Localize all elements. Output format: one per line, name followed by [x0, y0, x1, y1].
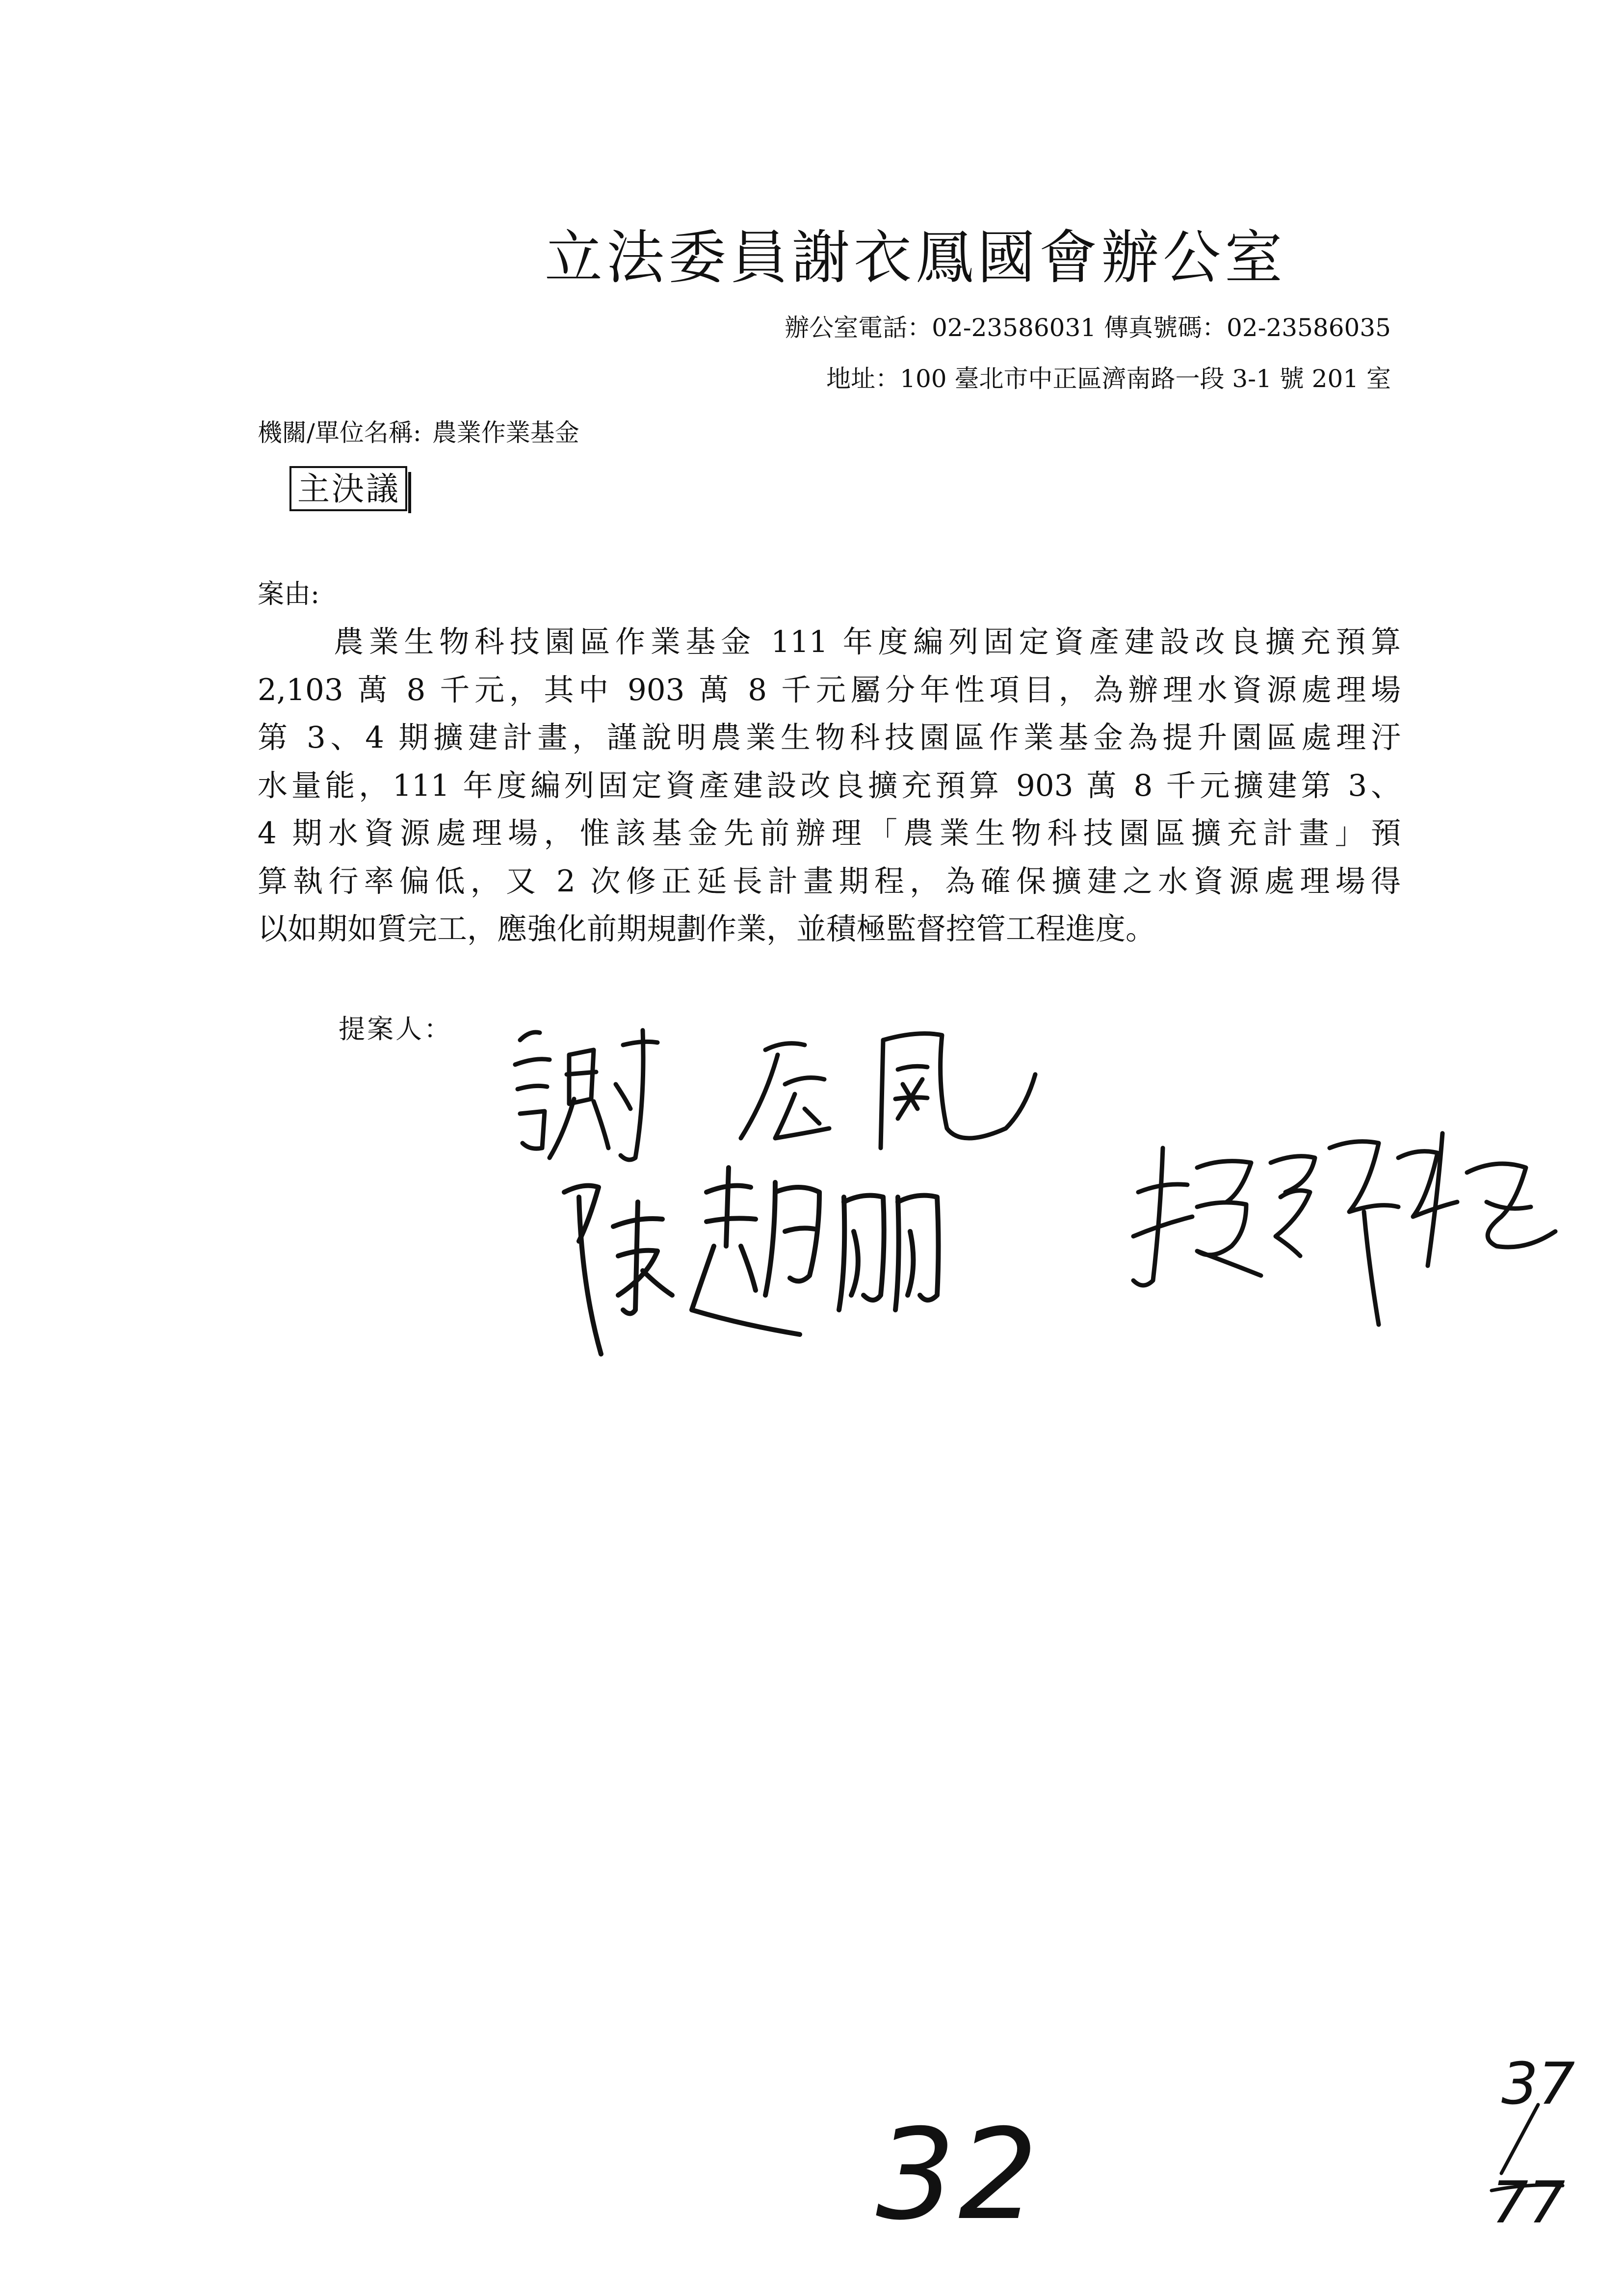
contact-phone-line: 辦公室電話：02-23586031 傳真號碼：02-23586035: [785, 313, 1391, 342]
case-line: 4 期水資源處理場，惟該基金先前辦理「農業生物科技園區擴充計畫」預: [258, 816, 1401, 851]
case-line: 2,103 萬 8 千元，其中 903 萬 8 千元屬分年性項目，為辦理水資源處理場: [258, 672, 1401, 707]
handwritten-page-count-top: 37: [1501, 2050, 1575, 2117]
handwritten-strike: [1489, 2171, 1568, 2200]
case-line: 以如期如質完工，應強化前期規劃作業，並積極監督控管工程進度。: [258, 912, 1156, 946]
contact-address-line: 地址：100 臺北市中正區濟南路一段 3-1 號 201 室: [826, 365, 1391, 393]
case-line: 第 3、4 期擴建計畫，謹說明農業生物科技園區作業基金為提升園區處理汙: [258, 720, 1401, 755]
office-title: 立法委員謝衣鳳國會辦公室: [545, 224, 1287, 291]
case-line: 水量能，111 年度編列固定資產建設改良擴充預算 903 萬 8 千元擴建第 3、: [258, 768, 1401, 803]
signature-2-drawing: [545, 1148, 986, 1374]
case-heading: 案由:: [258, 578, 320, 609]
agency-label: 機關/單位名稱:: [258, 418, 421, 447]
handwritten-page-count-bottom: 77: [1492, 2168, 1566, 2236]
page-number: 32: [876, 2102, 1041, 2248]
agency-line: [258, 413, 579, 448]
signature-3-drawing: [1124, 1119, 1565, 1334]
case-line: 算執行率偏低，又 2 次修正延長計畫期程，為確保擴建之水資源處理場得: [258, 863, 1401, 899]
signature-3: [1124, 1119, 1565, 1334]
handwritten-slash: [1492, 2100, 1550, 2178]
agency-value: 農業作業基金: [432, 418, 579, 447]
case-body: [258, 618, 1401, 953]
motion-type-box: 主決議: [289, 466, 407, 511]
case-line: 農業生物科技園區作業基金 111 年度編列固定資產建設改良擴充預算: [334, 625, 1401, 659]
signature-2: [545, 1148, 986, 1374]
proposer-label: 提案人：: [339, 1014, 452, 1044]
